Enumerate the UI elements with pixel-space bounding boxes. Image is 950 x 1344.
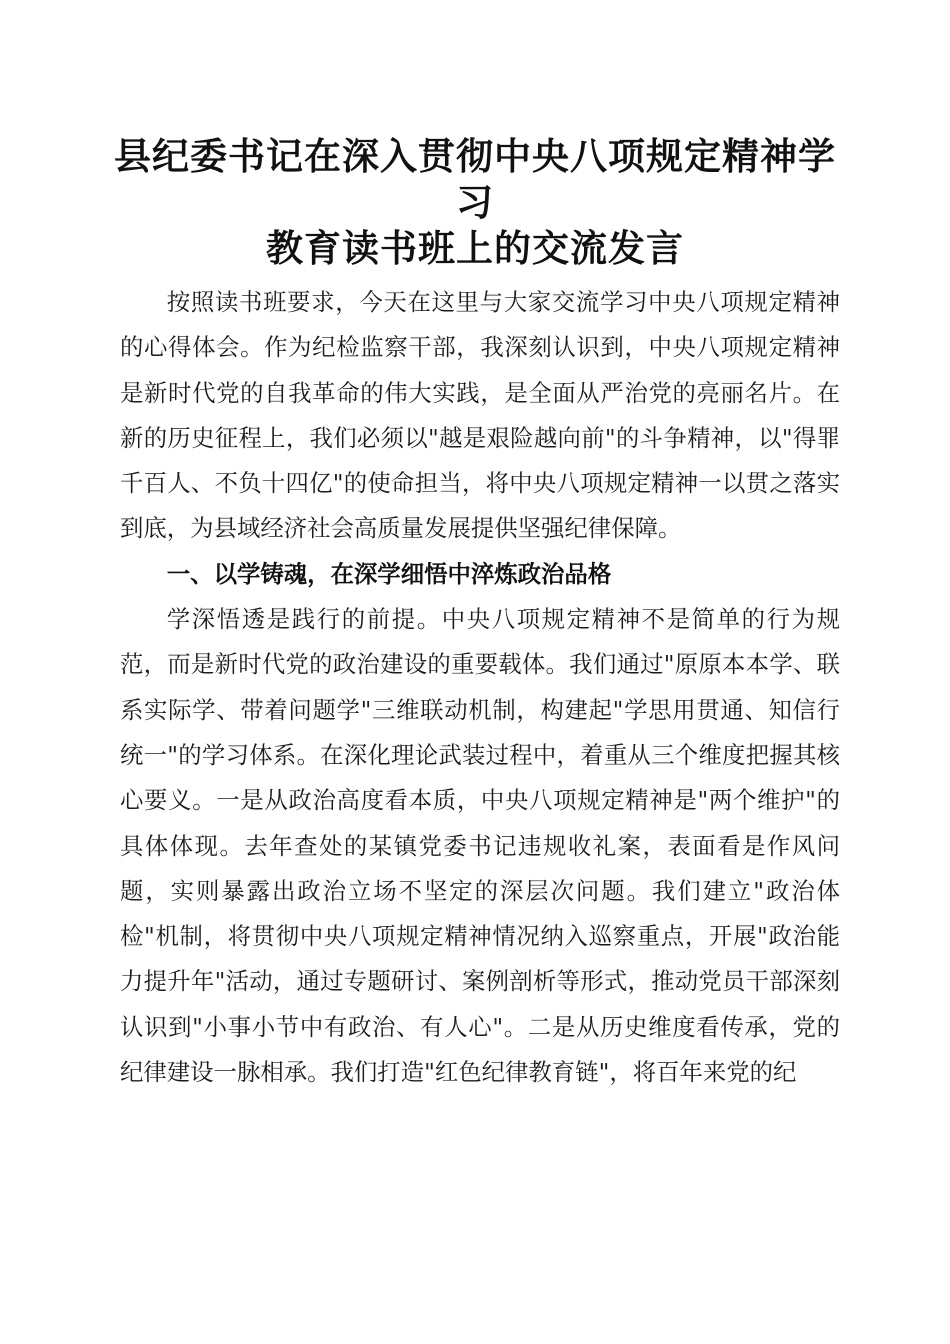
section-1-heading: 一、以学铸魂，在深学细悟中淬炼政治品格: [166, 559, 612, 588]
document-body: [120, 280, 840, 1095]
intro-paragraph: 按照读书班要求，今天在这里与大家交流学习中央八项规定精神的心得体会。作为纪检监察干部，我深刻认识到，中央八项规定精神是新时代党的自我革命的伟大实践，是全面从严治党的亮丽名片。在新的历史征程上，我们必须以"越是艰险越向前"的斗争精神，以"得罪千百人、不负十四亿"的使命担当，将中央八项规定精神一以贯之落实到底，为县域经济社会高质量发展提供坚强纪律保障。: [120, 288, 840, 543]
title-line-1: 县纪委书记在深入贯彻中央八项规定精神学习: [114, 134, 836, 224]
title-line-2: 教育读书班上的交流发言: [266, 226, 684, 270]
document-title: [110, 133, 840, 271]
section-1-paragraph: 学深悟透是践行的前提。中央八项规定精神不是简单的行为规范，而是新时代党的政治建设的重要载体。我们通过"原原本本学、联系实际学、带着问题学"三维联动机制，构建起"学思用贯通、知信行统一"的学习体系。在深化理论武装过程中，着重从三个维度把握其核心要义。一是从政治高度看本质，中央八项规定精神是"两个维护"的具体体现。去年查处的某镇党委书记违规收礼案，表面看是作风问题，实则暴露出政治立场不坚定的深层次问题。我们建立"政治体检"机制，将贯彻中央八项规定精神情况纳入巡察重点，开展"政治能力提升年"活动，通过专题研讨、案例剖析等形式，推动党员干部深刻认识到"小事小节中有政治、有人心"。二是从历史维度看传承，党的纪律建设一脉相承。我们打造"红色纪律教育链"，将百年来党的纪: [120, 605, 840, 1087]
